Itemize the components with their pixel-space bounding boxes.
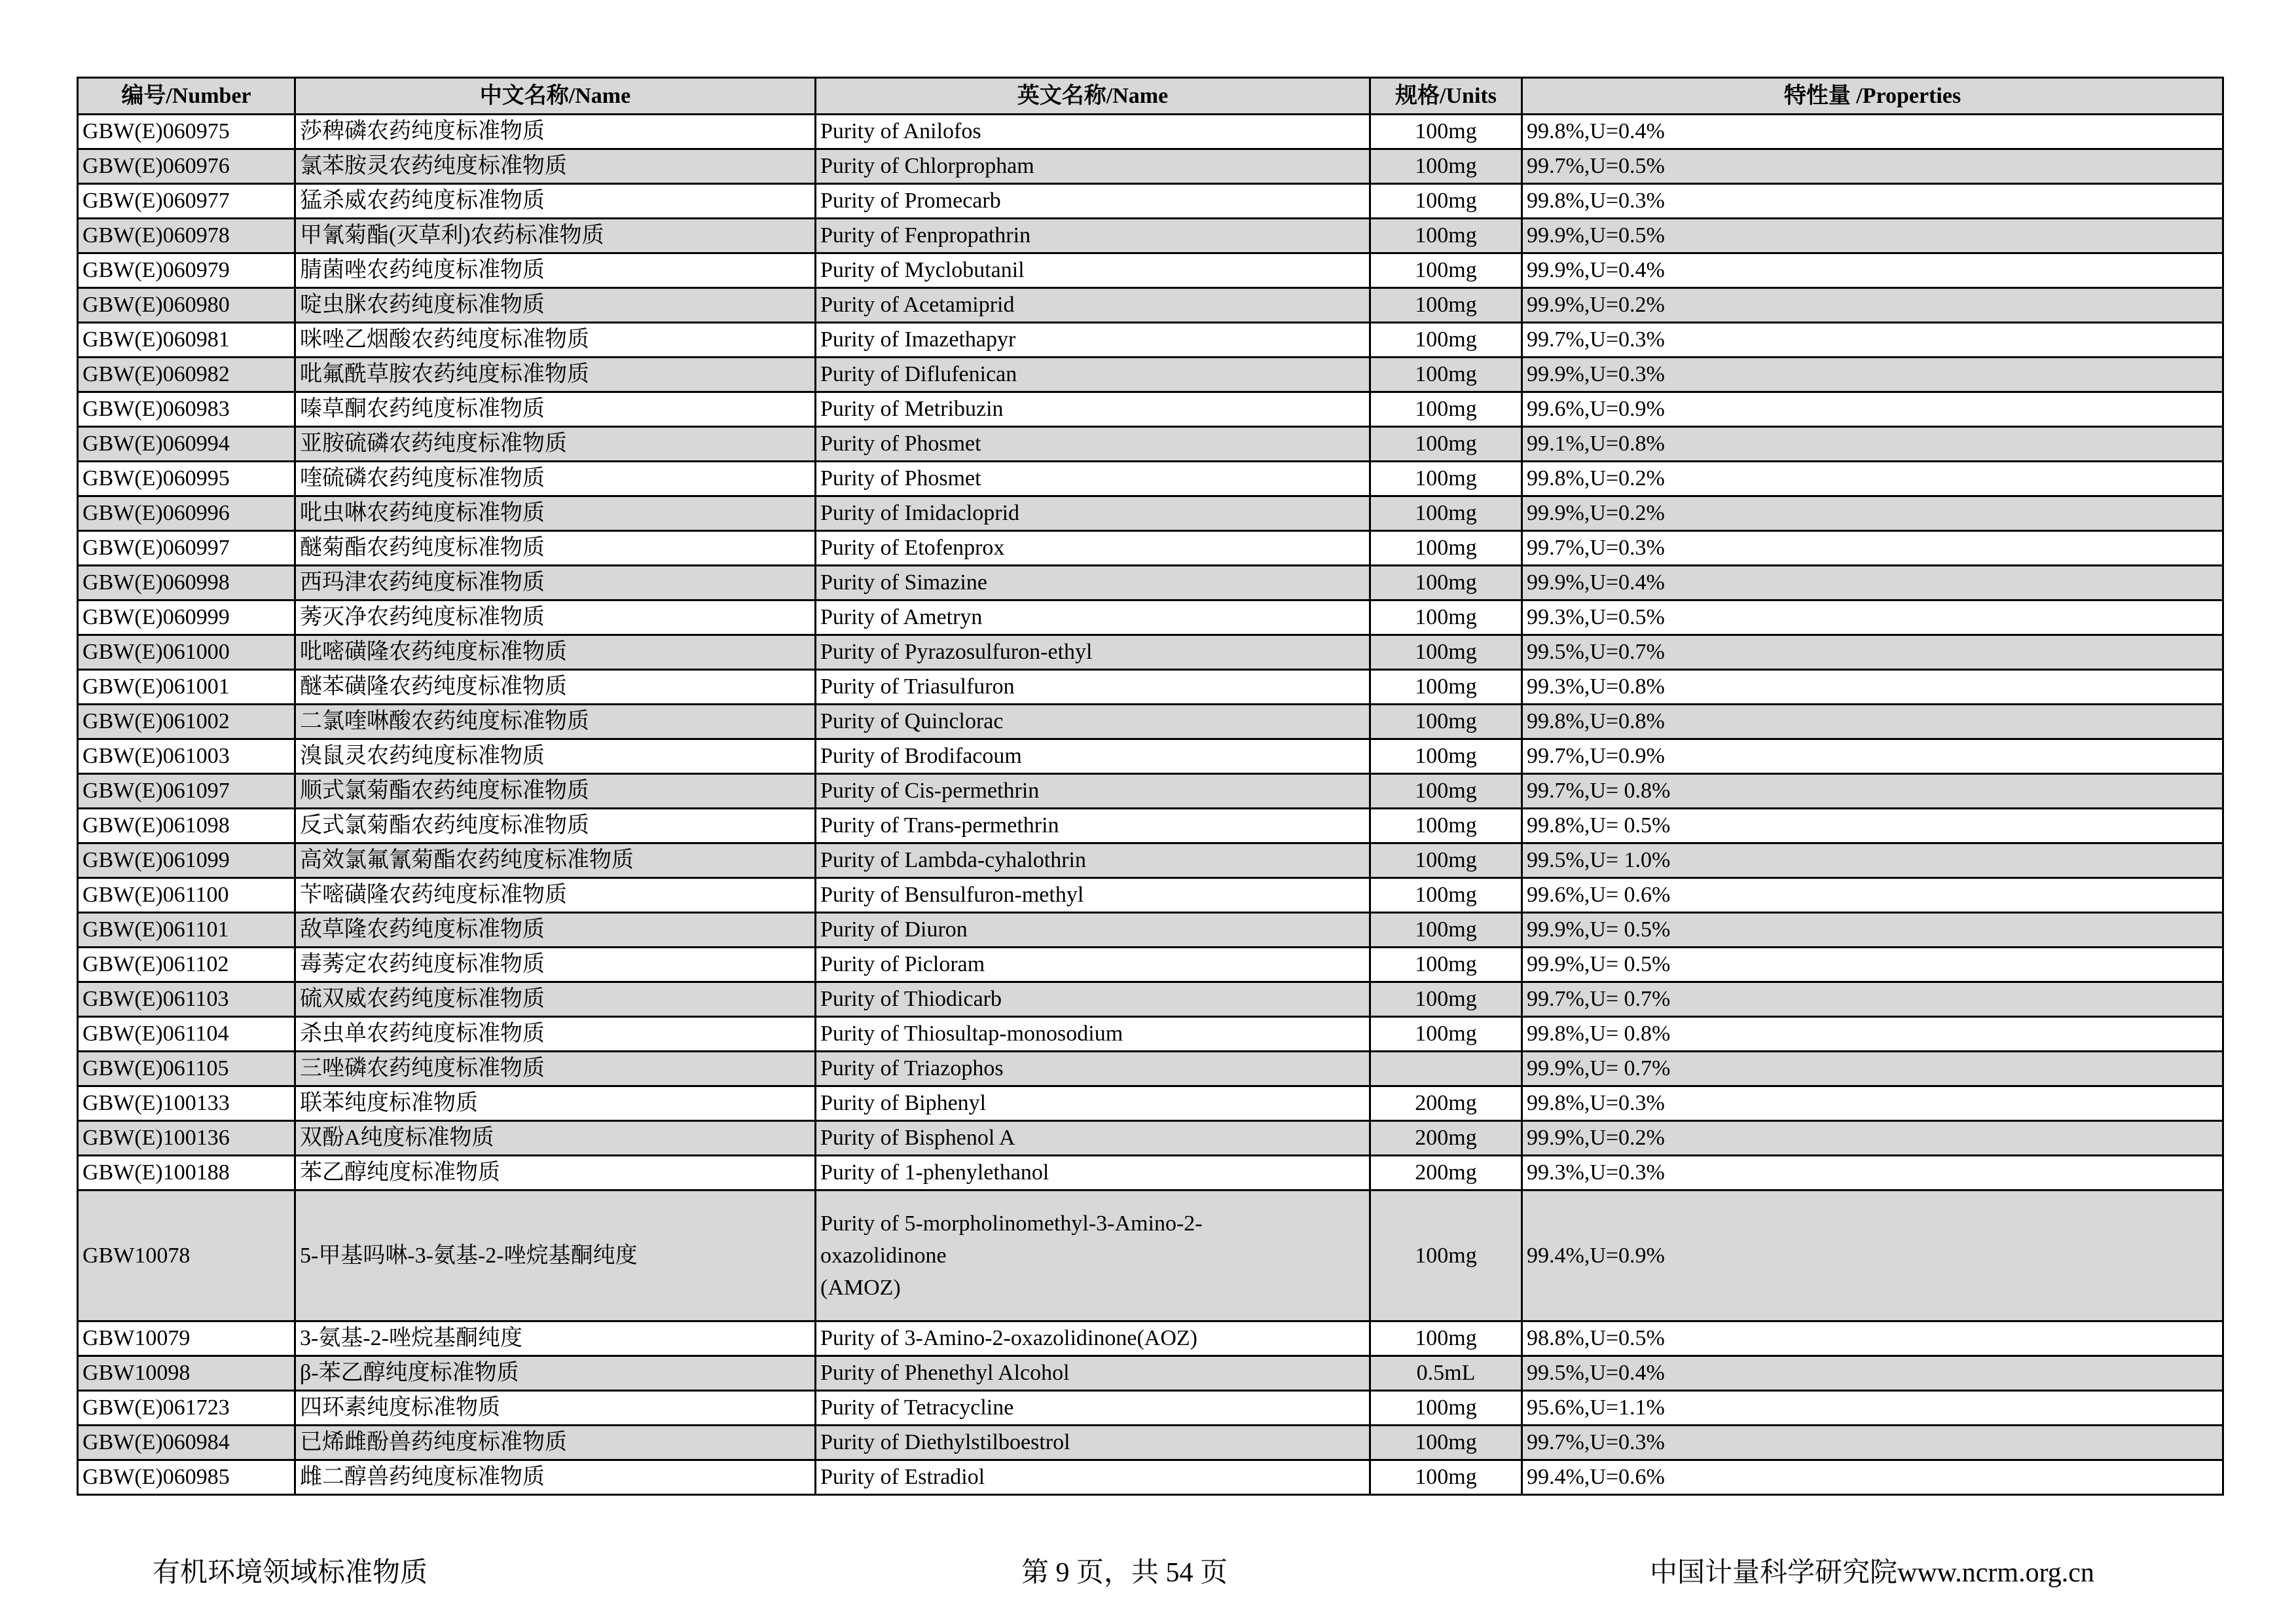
table-row [78,566,2223,600]
cell-english-name: Purity of Phenethyl Alcohol [816,1356,1370,1391]
cell-units: 100mg [1370,184,1522,219]
cell-number: GBW(E)061002 [78,705,295,739]
cell-english-name: Purity of Bisphenol A [816,1121,1370,1156]
cell-chinese-name: 毒莠定农药纯度标准物质 [295,948,816,982]
cell-english-name: Purity of Biphenyl [816,1086,1370,1121]
table-row [78,462,2223,496]
cell-chinese-name: 雌二醇兽药纯度标准物质 [295,1460,816,1495]
table-row [78,635,2223,670]
table-row [78,1156,2223,1190]
cell-chinese-name: 四环素纯度标准物质 [295,1391,816,1426]
cell-number: GBW(E)060997 [78,531,295,566]
header-units: 规格/Units [1370,78,1522,115]
cell-units: 100mg [1370,739,1522,774]
cell-english-name: Purity of Ametryn [816,600,1370,635]
cell-number: GBW(E)060996 [78,496,295,531]
cell-english-name: Purity of Cis-permethrin [816,774,1370,809]
cell-units: 100mg [1370,843,1522,878]
cell-properties: 99.9%,U= 0.7% [1522,1052,2223,1086]
cell-chinese-name: 苯乙醇纯度标准物质 [295,1156,816,1190]
cell-units: 100mg [1370,566,1522,600]
cell-english-name: Purity of Myclobutanil [816,253,1370,288]
cell-properties: 99.9%,U=0.2% [1522,496,2223,531]
cell-english-name: Purity of Phosmet [816,427,1370,462]
cell-chinese-name: 苄嘧磺隆农药纯度标准物质 [295,878,816,913]
cell-number: GBW(E)060998 [78,566,295,600]
table-row [78,1052,2223,1086]
cell-units: 100mg [1370,323,1522,358]
cell-chinese-name: 三唑磷农药纯度标准物质 [295,1052,816,1086]
cell-english-name: Purity of Brodifacoum [816,739,1370,774]
cell-units: 100mg [1370,774,1522,809]
cell-chinese-name: 吡虫啉农药纯度标准物质 [295,496,816,531]
cell-units: 100mg [1370,635,1522,670]
cell-properties: 99.3%,U=0.8% [1522,670,2223,705]
cell-english-name: Purity of Picloram [816,948,1370,982]
cell-chinese-name: 醚苯磺隆农药纯度标准物质 [295,670,816,705]
cell-number: GBW(E)061097 [78,774,295,809]
cell-properties: 99.9%,U= 0.5% [1522,948,2223,982]
cell-english-name: Purity of Fenpropathrin [816,219,1370,253]
footer-category: 有机环境领域标准物质 [153,1558,428,1588]
cell-number: GBW10098 [78,1356,295,1391]
table-row [78,149,2223,184]
table-row [78,531,2223,566]
cell-properties: 99.5%,U=0.7% [1522,635,2223,670]
table-row [78,358,2223,392]
cell-english-name: Purity of Estradiol [816,1460,1370,1495]
cell-units: 100mg [1370,1017,1522,1052]
table-row [78,253,2223,288]
cell-chinese-name: 3-氨基-2-唑烷基酮纯度 [295,1321,816,1356]
cell-chinese-name: 反式氯菊酯农药纯度标准物质 [295,809,816,843]
cell-chinese-name: 西玛津农药纯度标准物质 [295,566,816,600]
table-row [78,739,2223,774]
header-properties: 特性量 /Properties [1522,78,2223,115]
table-row [78,323,2223,358]
table-row [78,496,2223,531]
cell-chinese-name: 咪唑乙烟酸农药纯度标准物质 [295,323,816,358]
cell-number: GBW10079 [78,1321,295,1356]
cell-units: 100mg [1370,982,1522,1017]
cell-units [1370,1052,1522,1086]
cell-number: GBW(E)061101 [78,913,295,948]
cell-english-name: Purity of Thiodicarb [816,982,1370,1017]
table-row [78,878,2223,913]
cell-chinese-name: 硫双威农药纯度标准物质 [295,982,816,1017]
cell-chinese-name: 吡嘧磺隆农药纯度标准物质 [295,635,816,670]
cell-english-name: Purity of Diuron [816,913,1370,948]
cell-english-name: Purity of 5-morpholinomethyl-3-Amino-2- oxazolidinone (AMOZ) [816,1190,1370,1321]
cell-number: GBW(E)060985 [78,1460,295,1495]
cell-properties: 99.7%,U=0.5% [1522,149,2223,184]
cell-english-name: Purity of Diflufenican [816,358,1370,392]
cell-english-name: Purity of Anilofos [816,115,1370,149]
table-row [78,219,2223,253]
cell-units: 100mg [1370,948,1522,982]
cell-number: GBW(E)060981 [78,323,295,358]
cell-chinese-name: 顺式氯菊酯农药纯度标准物质 [295,774,816,809]
cell-units: 100mg [1370,809,1522,843]
cell-english-name: Purity of Simazine [816,566,1370,600]
cell-number: GBW(E)060983 [78,392,295,427]
cell-number: GBW(E)100136 [78,1121,295,1156]
cell-english-name: Purity of Imazethapyr [816,323,1370,358]
cell-english-name: Purity of Trans-permethrin [816,809,1370,843]
cell-number: GBW(E)061003 [78,739,295,774]
cell-english-name: Purity of Promecarb [816,184,1370,219]
cell-number: GBW(E)060980 [78,288,295,323]
cell-properties: 99.9%,U=0.4% [1522,253,2223,288]
header-chinese-name: 中文名称/Name [295,78,816,115]
footer-page-number: 第 9 页，共 54 页 [1021,1558,1228,1588]
table-row [78,948,2223,982]
cell-units: 200mg [1370,1121,1522,1156]
cell-chinese-name: 莠灭净农药纯度标准物质 [295,600,816,635]
cell-chinese-name: 猛杀威农药纯度标准物质 [295,184,816,219]
cell-chinese-name: 氯苯胺灵农药纯度标准物质 [295,149,816,184]
table-header-row [78,78,2223,115]
cell-english-name: Purity of Lambda-cyhalothrin [816,843,1370,878]
cell-properties: 98.8%,U=0.5% [1522,1321,2223,1356]
table-row [78,705,2223,739]
cell-number: GBW(E)061098 [78,809,295,843]
table-row [78,1190,2223,1321]
cell-number: GBW(E)060978 [78,219,295,253]
cell-chinese-name: 敌草隆农药纯度标准物质 [295,913,816,948]
table-row [78,600,2223,635]
cell-english-name: Purity of Metribuzin [816,392,1370,427]
table-row [78,288,2223,323]
cell-properties: 99.8%,U=0.8% [1522,705,2223,739]
cell-properties: 99.9%,U=0.2% [1522,1121,2223,1156]
cell-units: 200mg [1370,1086,1522,1121]
table-row [78,184,2223,219]
cell-properties: 99.7%,U=0.3% [1522,531,2223,566]
cell-properties: 99.9%,U= 0.5% [1522,913,2223,948]
cell-chinese-name: 二氯喹啉酸农药纯度标准物质 [295,705,816,739]
table-row [78,115,2223,149]
table-row [78,392,2223,427]
cell-units: 200mg [1370,1156,1522,1190]
cell-properties: 99.4%,U=0.6% [1522,1460,2223,1495]
cell-number: GBW(E)060994 [78,427,295,462]
cell-chinese-name: 啶虫脒农药纯度标准物质 [295,288,816,323]
cell-properties: 99.3%,U=0.3% [1522,1156,2223,1190]
cell-number: GBW(E)061102 [78,948,295,982]
footer-institute: 中国计量科学研究院www.ncrm.org.cn [1650,1558,2094,1588]
cell-english-name: Purity of Thiosultap-monosodium [816,1017,1370,1052]
cell-chinese-name: 双酚A纯度标准物质 [295,1121,816,1156]
cell-properties: 99.8%,U= 0.8% [1522,1017,2223,1052]
cell-chinese-name: 亚胺硫磷农药纯度标准物质 [295,427,816,462]
cell-units: 100mg [1370,115,1522,149]
cell-english-name: Purity of Acetamiprid [816,288,1370,323]
cell-units: 100mg [1370,913,1522,948]
cell-chinese-name: 喹硫磷农药纯度标准物质 [295,462,816,496]
cell-properties: 99.7%,U=0.9% [1522,739,2223,774]
cell-properties: 99.1%,U=0.8% [1522,427,2223,462]
cell-number: GBW(E)100188 [78,1156,295,1190]
cell-number: GBW(E)061099 [78,843,295,878]
cell-number: GBW(E)100133 [78,1086,295,1121]
cell-english-name: Purity of Imidacloprid [816,496,1370,531]
cell-properties: 99.9%,U=0.2% [1522,288,2223,323]
table-row [78,670,2223,705]
cell-properties: 99.5%,U=0.4% [1522,1356,2223,1391]
cell-units: 100mg [1370,462,1522,496]
cell-number: GBW(E)060984 [78,1426,295,1460]
cell-units: 0.5mL [1370,1356,1522,1391]
cell-units: 100mg [1370,878,1522,913]
table-row [78,1086,2223,1121]
cell-properties: 99.8%,U= 0.5% [1522,809,2223,843]
table-row [78,774,2223,809]
table-row [78,1356,2223,1391]
cell-english-name: Purity of Phosmet [816,462,1370,496]
cell-units: 100mg [1370,427,1522,462]
cell-chinese-name: 醚菊酯农药纯度标准物质 [295,531,816,566]
table-row [78,809,2223,843]
cell-number: GBW(E)060975 [78,115,295,149]
cell-english-name: Purity of Bensulfuron-methyl [816,878,1370,913]
cell-number: GBW(E)061001 [78,670,295,705]
cell-units: 100mg [1370,392,1522,427]
table-row [78,427,2223,462]
cell-units: 100mg [1370,496,1522,531]
cell-english-name: Purity of Chlorpropham [816,149,1370,184]
cell-chinese-name: 联苯纯度标准物质 [295,1086,816,1121]
cell-properties: 99.7%,U=0.3% [1522,1426,2223,1460]
cell-properties: 99.9%,U=0.5% [1522,219,2223,253]
cell-properties: 99.4%,U=0.9% [1522,1190,2223,1321]
cell-english-name: Purity of Tetracycline [816,1391,1370,1426]
cell-units: 100mg [1370,705,1522,739]
cell-units: 100mg [1370,149,1522,184]
cell-units: 100mg [1370,670,1522,705]
cell-units: 100mg [1370,253,1522,288]
cell-number: GBW(E)061723 [78,1391,295,1426]
cell-chinese-name: β-苯乙醇纯度标准物质 [295,1356,816,1391]
cell-units: 100mg [1370,1321,1522,1356]
table-row [78,1017,2223,1052]
cell-properties: 99.6%,U=0.9% [1522,392,2223,427]
cell-properties: 99.8%,U=0.3% [1522,1086,2223,1121]
cell-number: GBW(E)060995 [78,462,295,496]
cell-english-name: Purity of 1-phenylethanol [816,1156,1370,1190]
cell-units: 100mg [1370,1460,1522,1495]
cell-properties: 99.8%,U=0.3% [1522,184,2223,219]
cell-number: GBW(E)060979 [78,253,295,288]
cell-chinese-name: 已烯雌酚兽药纯度标准物质 [295,1426,816,1460]
cell-number: GBW(E)061000 [78,635,295,670]
cell-properties: 99.7%,U= 0.8% [1522,774,2223,809]
table-row [78,1460,2223,1495]
cell-units: 100mg [1370,600,1522,635]
cell-number: GBW(E)060977 [78,184,295,219]
standards-table [77,77,2224,1496]
table-row [78,843,2223,878]
table-row [78,1426,2223,1460]
cell-number: GBW(E)060976 [78,149,295,184]
cell-number: GBW(E)061103 [78,982,295,1017]
cell-english-name: Purity of Triasulfuron [816,670,1370,705]
header-number: 编号/Number [78,78,295,115]
cell-chinese-name: 甲氰菊酯(灭草利)农药标准物质 [295,219,816,253]
cell-english-name: Purity of Pyrazosulfuron-ethyl [816,635,1370,670]
cell-properties: 99.5%,U= 1.0% [1522,843,2223,878]
cell-chinese-name: 溴鼠灵农药纯度标准物质 [295,739,816,774]
table-row [78,1321,2223,1356]
cell-chinese-name: 高效氯氟氰菊酯农药纯度标准物质 [295,843,816,878]
table-row [78,913,2223,948]
cell-units: 100mg [1370,288,1522,323]
cell-english-name: Purity of Etofenprox [816,531,1370,566]
cell-properties: 99.8%,U=0.4% [1522,115,2223,149]
cell-chinese-name: 吡氟酰草胺农药纯度标准物质 [295,358,816,392]
cell-number: GBW10078 [78,1190,295,1321]
table-body [78,115,2223,1495]
cell-properties: 99.3%,U=0.5% [1522,600,2223,635]
cell-number: GBW(E)061104 [78,1017,295,1052]
table-row [78,1391,2223,1426]
cell-number: GBW(E)060982 [78,358,295,392]
cell-properties: 99.9%,U=0.3% [1522,358,2223,392]
table-row [78,982,2223,1017]
header-english-name: 英文名称/Name [816,78,1370,115]
cell-english-name: Purity of Quinclorac [816,705,1370,739]
cell-number: GBW(E)061100 [78,878,295,913]
cell-units: 100mg [1370,358,1522,392]
cell-number: GBW(E)061105 [78,1052,295,1086]
cell-units: 100mg [1370,1391,1522,1426]
cell-properties: 99.8%,U=0.2% [1522,462,2223,496]
cell-chinese-name: 杀虫单农药纯度标准物质 [295,1017,816,1052]
cell-properties: 99.7%,U=0.3% [1522,323,2223,358]
cell-properties: 99.7%,U= 0.7% [1522,982,2223,1017]
cell-english-name: Purity of 3-Amino-2-oxazolidinone(AOZ) [816,1321,1370,1356]
cell-units: 100mg [1370,1190,1522,1321]
cell-chinese-name: 腈菌唑农药纯度标准物质 [295,253,816,288]
cell-units: 100mg [1370,219,1522,253]
cell-chinese-name: 嗪草酮农药纯度标准物质 [295,392,816,427]
cell-properties: 95.6%,U=1.1% [1522,1391,2223,1426]
cell-english-name: Purity of Triazophos [816,1052,1370,1086]
cell-properties: 99.6%,U= 0.6% [1522,878,2223,913]
cell-units: 100mg [1370,531,1522,566]
cell-english-name: Purity of Diethylstilboestrol [816,1426,1370,1460]
table-row [78,1121,2223,1156]
cell-chinese-name: 5-甲基吗啉-3-氨基-2-唑烷基酮纯度 [295,1190,816,1321]
cell-chinese-name: 莎稗磷农药纯度标准物质 [295,115,816,149]
cell-properties: 99.9%,U=0.4% [1522,566,2223,600]
cell-number: GBW(E)060999 [78,600,295,635]
cell-units: 100mg [1370,1426,1522,1460]
